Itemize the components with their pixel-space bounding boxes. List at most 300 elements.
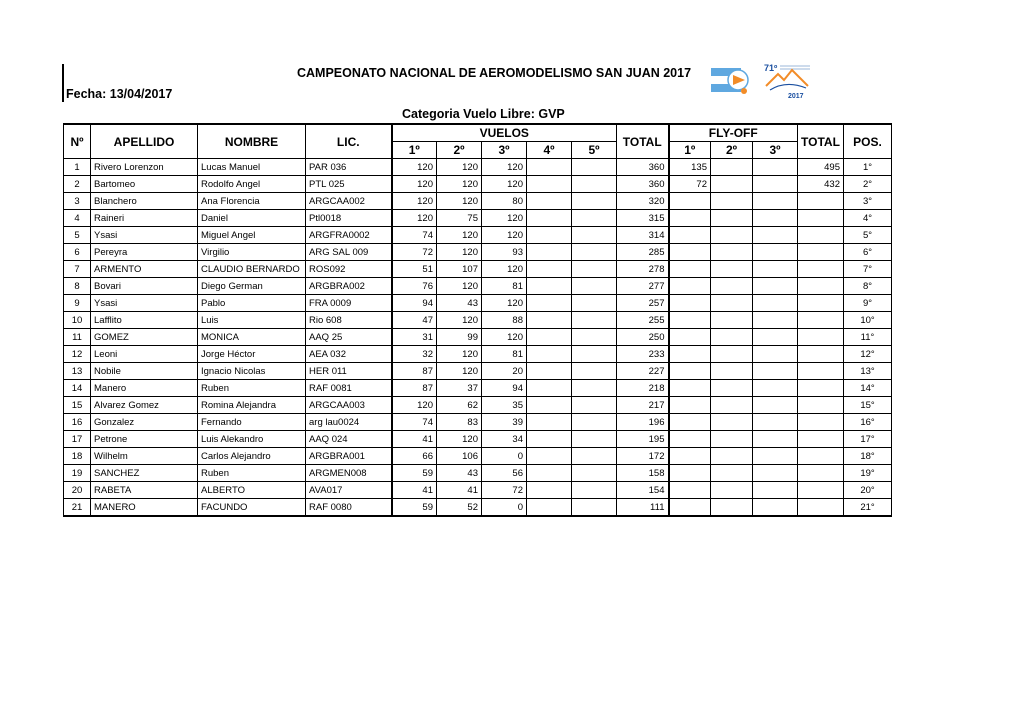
cell-f3 bbox=[753, 397, 798, 414]
cell-total2 bbox=[798, 295, 844, 312]
cell-n: 16 bbox=[64, 414, 91, 431]
cell-nombre: Luis bbox=[198, 312, 306, 329]
cell-v3: 120 bbox=[482, 261, 527, 278]
cell-f3 bbox=[753, 295, 798, 312]
cell-nombre: Ruben bbox=[198, 465, 306, 482]
cell-v5 bbox=[572, 278, 617, 295]
cell-n: 5 bbox=[64, 227, 91, 244]
cell-v5 bbox=[572, 159, 617, 176]
cell-total2 bbox=[798, 448, 844, 465]
cell-nombre: Rodolfo Angel bbox=[198, 176, 306, 193]
championship-logo bbox=[762, 60, 812, 100]
cell-v4 bbox=[527, 380, 572, 397]
cell-v1: 120 bbox=[392, 397, 437, 414]
cell-v5 bbox=[572, 261, 617, 278]
cell-lic: ARGFRA0002 bbox=[306, 227, 392, 244]
cell-v3: 34 bbox=[482, 431, 527, 448]
cell-v3: 72 bbox=[482, 482, 527, 499]
cell-v2: 120 bbox=[437, 312, 482, 329]
cell-pos: 7° bbox=[844, 261, 892, 278]
cell-v1: 31 bbox=[392, 329, 437, 346]
cell-n: 2 bbox=[64, 176, 91, 193]
cell-n: 21 bbox=[64, 499, 91, 517]
cell-total2 bbox=[798, 329, 844, 346]
cell-f1: 72 bbox=[669, 176, 711, 193]
cell-v5 bbox=[572, 380, 617, 397]
cell-total: 233 bbox=[617, 346, 669, 363]
cell-lic: ARGBRA002 bbox=[306, 278, 392, 295]
cell-n: 10 bbox=[64, 312, 91, 329]
cell-apellido: Wilhelm bbox=[91, 448, 198, 465]
cell-total: 257 bbox=[617, 295, 669, 312]
cell-v4 bbox=[527, 278, 572, 295]
cell-f1 bbox=[669, 380, 711, 397]
cell-f3 bbox=[753, 465, 798, 482]
cell-f2 bbox=[711, 278, 753, 295]
cell-f2 bbox=[711, 159, 753, 176]
cell-total: 111 bbox=[617, 499, 669, 517]
cell-apellido: Gonzalez bbox=[91, 414, 198, 431]
cell-lic: FRA 0009 bbox=[306, 295, 392, 312]
cell-apellido: Petrone bbox=[91, 431, 198, 448]
cell-v4 bbox=[527, 210, 572, 227]
cell-v1: 32 bbox=[392, 346, 437, 363]
cell-v4 bbox=[527, 261, 572, 278]
cell-v2: 120 bbox=[437, 227, 482, 244]
cell-v3: 88 bbox=[482, 312, 527, 329]
cell-nombre: Ana Florencia bbox=[198, 193, 306, 210]
cell-apellido: SANCHEZ bbox=[91, 465, 198, 482]
cell-total: 360 bbox=[617, 176, 669, 193]
cell-total2 bbox=[798, 278, 844, 295]
cell-v2: 43 bbox=[437, 465, 482, 482]
cell-n: 8 bbox=[64, 278, 91, 295]
cell-v1: 120 bbox=[392, 193, 437, 210]
cell-f3 bbox=[753, 210, 798, 227]
cell-nombre: FACUNDO bbox=[198, 499, 306, 517]
cell-f2 bbox=[711, 176, 753, 193]
cell-n: 19 bbox=[64, 465, 91, 482]
cell-pos: 5° bbox=[844, 227, 892, 244]
table-row bbox=[64, 278, 892, 295]
cell-v2: 120 bbox=[437, 346, 482, 363]
cell-total2 bbox=[798, 431, 844, 448]
federation-logo bbox=[711, 66, 753, 98]
cell-n: 6 bbox=[64, 244, 91, 261]
cell-f2 bbox=[711, 244, 753, 261]
cell-total: 255 bbox=[617, 312, 669, 329]
cell-v1: 47 bbox=[392, 312, 437, 329]
cell-total: 320 bbox=[617, 193, 669, 210]
table-row bbox=[64, 210, 892, 227]
cell-v5 bbox=[572, 210, 617, 227]
cell-lic: RAF 0081 bbox=[306, 380, 392, 397]
cell-f2 bbox=[711, 397, 753, 414]
cell-f1 bbox=[669, 363, 711, 380]
cell-v2: 120 bbox=[437, 244, 482, 261]
col-f2-header: 2º bbox=[711, 142, 753, 159]
cell-pos: 17° bbox=[844, 431, 892, 448]
cell-total2 bbox=[798, 244, 844, 261]
cell-f3 bbox=[753, 448, 798, 465]
cell-apellido: GOMEZ bbox=[91, 329, 198, 346]
col-apellido-header: APELLIDO bbox=[91, 124, 198, 159]
cell-nombre: Virgilio bbox=[198, 244, 306, 261]
cell-total: 314 bbox=[617, 227, 669, 244]
cell-v5 bbox=[572, 312, 617, 329]
table-row bbox=[64, 159, 892, 176]
cell-apellido: RABETA bbox=[91, 482, 198, 499]
cell-f1 bbox=[669, 499, 711, 517]
cell-v3: 120 bbox=[482, 227, 527, 244]
table-row bbox=[64, 499, 892, 517]
cell-f3 bbox=[753, 414, 798, 431]
cell-v1: 87 bbox=[392, 363, 437, 380]
cell-total2 bbox=[798, 312, 844, 329]
cell-lic: Ptl0018 bbox=[306, 210, 392, 227]
cell-v2: 75 bbox=[437, 210, 482, 227]
cell-lic: PTL 025 bbox=[306, 176, 392, 193]
cell-total: 315 bbox=[617, 210, 669, 227]
table-row bbox=[64, 346, 892, 363]
cell-lic: AVA017 bbox=[306, 482, 392, 499]
cell-lic: arg lau0024 bbox=[306, 414, 392, 431]
cell-f1 bbox=[669, 397, 711, 414]
cell-v1: 94 bbox=[392, 295, 437, 312]
cell-apellido: Pereyra bbox=[91, 244, 198, 261]
cell-v4 bbox=[527, 482, 572, 499]
results-table bbox=[63, 123, 892, 517]
cell-v3: 120 bbox=[482, 329, 527, 346]
cell-total: 250 bbox=[617, 329, 669, 346]
cell-pos: 2° bbox=[844, 176, 892, 193]
cell-v1: 120 bbox=[392, 159, 437, 176]
cell-f2 bbox=[711, 465, 753, 482]
cell-f1 bbox=[669, 431, 711, 448]
cell-f3 bbox=[753, 159, 798, 176]
cell-nombre: Fernando bbox=[198, 414, 306, 431]
table-row bbox=[64, 176, 892, 193]
cell-v1: 120 bbox=[392, 210, 437, 227]
cell-nombre: MONICA bbox=[198, 329, 306, 346]
cell-f3 bbox=[753, 244, 798, 261]
cell-f1 bbox=[669, 261, 711, 278]
cell-total: 278 bbox=[617, 261, 669, 278]
cell-f1 bbox=[669, 312, 711, 329]
cell-v1: 66 bbox=[392, 448, 437, 465]
cell-v1: 72 bbox=[392, 244, 437, 261]
col-pos-header: POS. bbox=[844, 124, 892, 159]
results-body bbox=[64, 159, 892, 517]
cell-nombre: Carlos Alejandro bbox=[198, 448, 306, 465]
cell-total2 bbox=[798, 210, 844, 227]
cell-v5 bbox=[572, 431, 617, 448]
cell-nombre: Romina Alejandra bbox=[198, 397, 306, 414]
cell-pos: 20° bbox=[844, 482, 892, 499]
cell-v5 bbox=[572, 193, 617, 210]
cell-pos: 1° bbox=[844, 159, 892, 176]
cell-f2 bbox=[711, 499, 753, 517]
cell-nombre: Pablo bbox=[198, 295, 306, 312]
cell-n: 3 bbox=[64, 193, 91, 210]
cell-f3 bbox=[753, 176, 798, 193]
cell-v4 bbox=[527, 414, 572, 431]
cell-total: 172 bbox=[617, 448, 669, 465]
cell-total: 360 bbox=[617, 159, 669, 176]
cell-f2 bbox=[711, 431, 753, 448]
cell-n: 11 bbox=[64, 329, 91, 346]
cell-f2 bbox=[711, 295, 753, 312]
cell-v3: 120 bbox=[482, 295, 527, 312]
cell-pos: 8° bbox=[844, 278, 892, 295]
cell-v2: 120 bbox=[437, 278, 482, 295]
cell-f2 bbox=[711, 193, 753, 210]
cell-v5 bbox=[572, 414, 617, 431]
table-row bbox=[64, 380, 892, 397]
cell-apellido: Bovari bbox=[91, 278, 198, 295]
col-v2-header: 2º bbox=[437, 142, 482, 159]
cell-v5 bbox=[572, 448, 617, 465]
cell-pos: 4° bbox=[844, 210, 892, 227]
cell-apellido: Rivero Lorenzon bbox=[91, 159, 198, 176]
cell-v5 bbox=[572, 295, 617, 312]
cell-total: 154 bbox=[617, 482, 669, 499]
left-margin-bar bbox=[62, 64, 64, 102]
cell-f3 bbox=[753, 312, 798, 329]
cell-v5 bbox=[572, 244, 617, 261]
cell-total2: 432 bbox=[798, 176, 844, 193]
cell-f3 bbox=[753, 431, 798, 448]
cell-total2 bbox=[798, 482, 844, 499]
cell-total2 bbox=[798, 465, 844, 482]
cell-nombre: Ignacio Nicolas bbox=[198, 363, 306, 380]
cell-f3 bbox=[753, 346, 798, 363]
cell-f2 bbox=[711, 329, 753, 346]
cell-apellido: Raineri bbox=[91, 210, 198, 227]
cell-f2 bbox=[711, 261, 753, 278]
table-row bbox=[64, 329, 892, 346]
cell-lic: ARGCAA003 bbox=[306, 397, 392, 414]
cell-v5 bbox=[572, 397, 617, 414]
cell-v3: 93 bbox=[482, 244, 527, 261]
cell-v2: 120 bbox=[437, 363, 482, 380]
col-total2-header: TOTAL bbox=[798, 124, 844, 159]
cell-v2: 120 bbox=[437, 193, 482, 210]
cell-f2 bbox=[711, 482, 753, 499]
cell-v4 bbox=[527, 159, 572, 176]
cell-v2: 37 bbox=[437, 380, 482, 397]
cell-v2: 52 bbox=[437, 499, 482, 517]
table-row bbox=[64, 465, 892, 482]
cell-v4 bbox=[527, 363, 572, 380]
table-row bbox=[64, 397, 892, 414]
cell-pos: 9° bbox=[844, 295, 892, 312]
cell-apellido: MANERO bbox=[91, 499, 198, 517]
cell-nombre: Daniel bbox=[198, 210, 306, 227]
cell-f1 bbox=[669, 482, 711, 499]
cell-v3: 39 bbox=[482, 414, 527, 431]
col-total-header: TOTAL bbox=[617, 124, 669, 159]
cell-v2: 43 bbox=[437, 295, 482, 312]
cell-v3: 81 bbox=[482, 278, 527, 295]
cell-apellido: Lafflito bbox=[91, 312, 198, 329]
cell-f2 bbox=[711, 363, 753, 380]
cell-total: 217 bbox=[617, 397, 669, 414]
cell-f1 bbox=[669, 278, 711, 295]
cell-n: 20 bbox=[64, 482, 91, 499]
cell-n: 18 bbox=[64, 448, 91, 465]
cell-v1: 59 bbox=[392, 465, 437, 482]
table-row bbox=[64, 261, 892, 278]
cell-apellido: Blanchero bbox=[91, 193, 198, 210]
vuelos-group-header: VUELOS bbox=[392, 124, 617, 142]
cell-f1 bbox=[669, 295, 711, 312]
cell-v1: 74 bbox=[392, 227, 437, 244]
cell-n: 7 bbox=[64, 261, 91, 278]
cell-pos: 10° bbox=[844, 312, 892, 329]
cell-n: 4 bbox=[64, 210, 91, 227]
cell-total: 277 bbox=[617, 278, 669, 295]
col-lic-header: LIC. bbox=[306, 124, 392, 159]
cell-v3: 0 bbox=[482, 499, 527, 517]
cell-lic: ARGBRA001 bbox=[306, 448, 392, 465]
table-row bbox=[64, 414, 892, 431]
cell-lic: ROS092 bbox=[306, 261, 392, 278]
cell-v4 bbox=[527, 448, 572, 465]
cell-pos: 15° bbox=[844, 397, 892, 414]
cell-v4 bbox=[527, 329, 572, 346]
cell-f3 bbox=[753, 380, 798, 397]
cell-v3: 94 bbox=[482, 380, 527, 397]
cell-v1: 120 bbox=[392, 176, 437, 193]
col-v1-header: 1º bbox=[392, 142, 437, 159]
cell-total2 bbox=[798, 397, 844, 414]
cell-apellido: Ysasi bbox=[91, 227, 198, 244]
cell-v3: 120 bbox=[482, 210, 527, 227]
cell-f1 bbox=[669, 244, 711, 261]
cell-total2 bbox=[798, 227, 844, 244]
cell-v3: 20 bbox=[482, 363, 527, 380]
cell-n: 17 bbox=[64, 431, 91, 448]
cell-nombre: Ruben bbox=[198, 380, 306, 397]
cell-v2: 107 bbox=[437, 261, 482, 278]
col-num-header: Nº bbox=[64, 124, 91, 159]
cell-f2 bbox=[711, 312, 753, 329]
cell-n: 15 bbox=[64, 397, 91, 414]
cell-v4 bbox=[527, 312, 572, 329]
cell-apellido: Manero bbox=[91, 380, 198, 397]
cell-v3: 120 bbox=[482, 159, 527, 176]
cell-v3: 0 bbox=[482, 448, 527, 465]
cell-nombre: ALBERTO bbox=[198, 482, 306, 499]
col-v3-header: 3º bbox=[482, 142, 527, 159]
cell-v5 bbox=[572, 227, 617, 244]
cell-total: 158 bbox=[617, 465, 669, 482]
cell-total2 bbox=[798, 414, 844, 431]
cell-n: 13 bbox=[64, 363, 91, 380]
table-row bbox=[64, 482, 892, 499]
date-label: Fecha: 13/04/2017 bbox=[66, 87, 173, 101]
cell-f2 bbox=[711, 346, 753, 363]
cell-lic: RAF 0080 bbox=[306, 499, 392, 517]
cell-v1: 76 bbox=[392, 278, 437, 295]
cell-n: 9 bbox=[64, 295, 91, 312]
document-title: CAMPEONATO NACIONAL DE AEROMODELISMO SAN JUAN 2017 bbox=[297, 66, 692, 80]
cell-f3 bbox=[753, 363, 798, 380]
cell-total2 bbox=[798, 193, 844, 210]
cell-f2 bbox=[711, 380, 753, 397]
cell-f1 bbox=[669, 329, 711, 346]
cell-v4 bbox=[527, 227, 572, 244]
table-row bbox=[64, 295, 892, 312]
cell-f3 bbox=[753, 499, 798, 517]
cell-v3: 56 bbox=[482, 465, 527, 482]
cell-v3: 80 bbox=[482, 193, 527, 210]
cell-pos: 14° bbox=[844, 380, 892, 397]
cell-f1 bbox=[669, 465, 711, 482]
cell-apellido: Alvarez Gomez bbox=[91, 397, 198, 414]
cell-v4 bbox=[527, 244, 572, 261]
cell-n: 1 bbox=[64, 159, 91, 176]
cell-v5 bbox=[572, 346, 617, 363]
cell-v5 bbox=[572, 482, 617, 499]
cell-lic: AAQ 024 bbox=[306, 431, 392, 448]
category-title: Categoria Vuelo Libre: GVP bbox=[402, 107, 565, 121]
cell-f3 bbox=[753, 482, 798, 499]
table-row bbox=[64, 448, 892, 465]
col-v4-header: 4º bbox=[527, 142, 572, 159]
cell-v5 bbox=[572, 176, 617, 193]
cell-f3 bbox=[753, 278, 798, 295]
cell-v1: 51 bbox=[392, 261, 437, 278]
cell-v2: 99 bbox=[437, 329, 482, 346]
cell-f1 bbox=[669, 346, 711, 363]
cell-f1 bbox=[669, 193, 711, 210]
cell-v1: 74 bbox=[392, 414, 437, 431]
cell-v2: 41 bbox=[437, 482, 482, 499]
logo-edition-text: 71º bbox=[764, 63, 778, 73]
logo-year-text: 2017 bbox=[788, 93, 804, 100]
cell-total: 218 bbox=[617, 380, 669, 397]
cell-nombre: CLAUDIO BERNARDO bbox=[198, 261, 306, 278]
cell-nombre: Jorge Héctor bbox=[198, 346, 306, 363]
cell-v4 bbox=[527, 431, 572, 448]
cell-v3: 120 bbox=[482, 176, 527, 193]
cell-total: 227 bbox=[617, 363, 669, 380]
cell-v4 bbox=[527, 397, 572, 414]
table-row bbox=[64, 244, 892, 261]
cell-apellido: Bartomeo bbox=[91, 176, 198, 193]
cell-pos: 13° bbox=[844, 363, 892, 380]
cell-nombre: Luis Alekandro bbox=[198, 431, 306, 448]
cell-v1: 59 bbox=[392, 499, 437, 517]
col-f3-header: 3º bbox=[753, 142, 798, 159]
cell-apellido: Ysasi bbox=[91, 295, 198, 312]
cell-pos: 3° bbox=[844, 193, 892, 210]
cell-pos: 18° bbox=[844, 448, 892, 465]
col-v5-header: 5º bbox=[572, 142, 617, 159]
cell-nombre: Lucas Manuel bbox=[198, 159, 306, 176]
cell-n: 14 bbox=[64, 380, 91, 397]
cell-apellido: ARMENTO bbox=[91, 261, 198, 278]
cell-nombre: Miguel Angel bbox=[198, 227, 306, 244]
cell-f1 bbox=[669, 448, 711, 465]
cell-v3: 35 bbox=[482, 397, 527, 414]
cell-total2 bbox=[798, 363, 844, 380]
cell-f1 bbox=[669, 227, 711, 244]
cell-v2: 106 bbox=[437, 448, 482, 465]
cell-apellido: Nobile bbox=[91, 363, 198, 380]
